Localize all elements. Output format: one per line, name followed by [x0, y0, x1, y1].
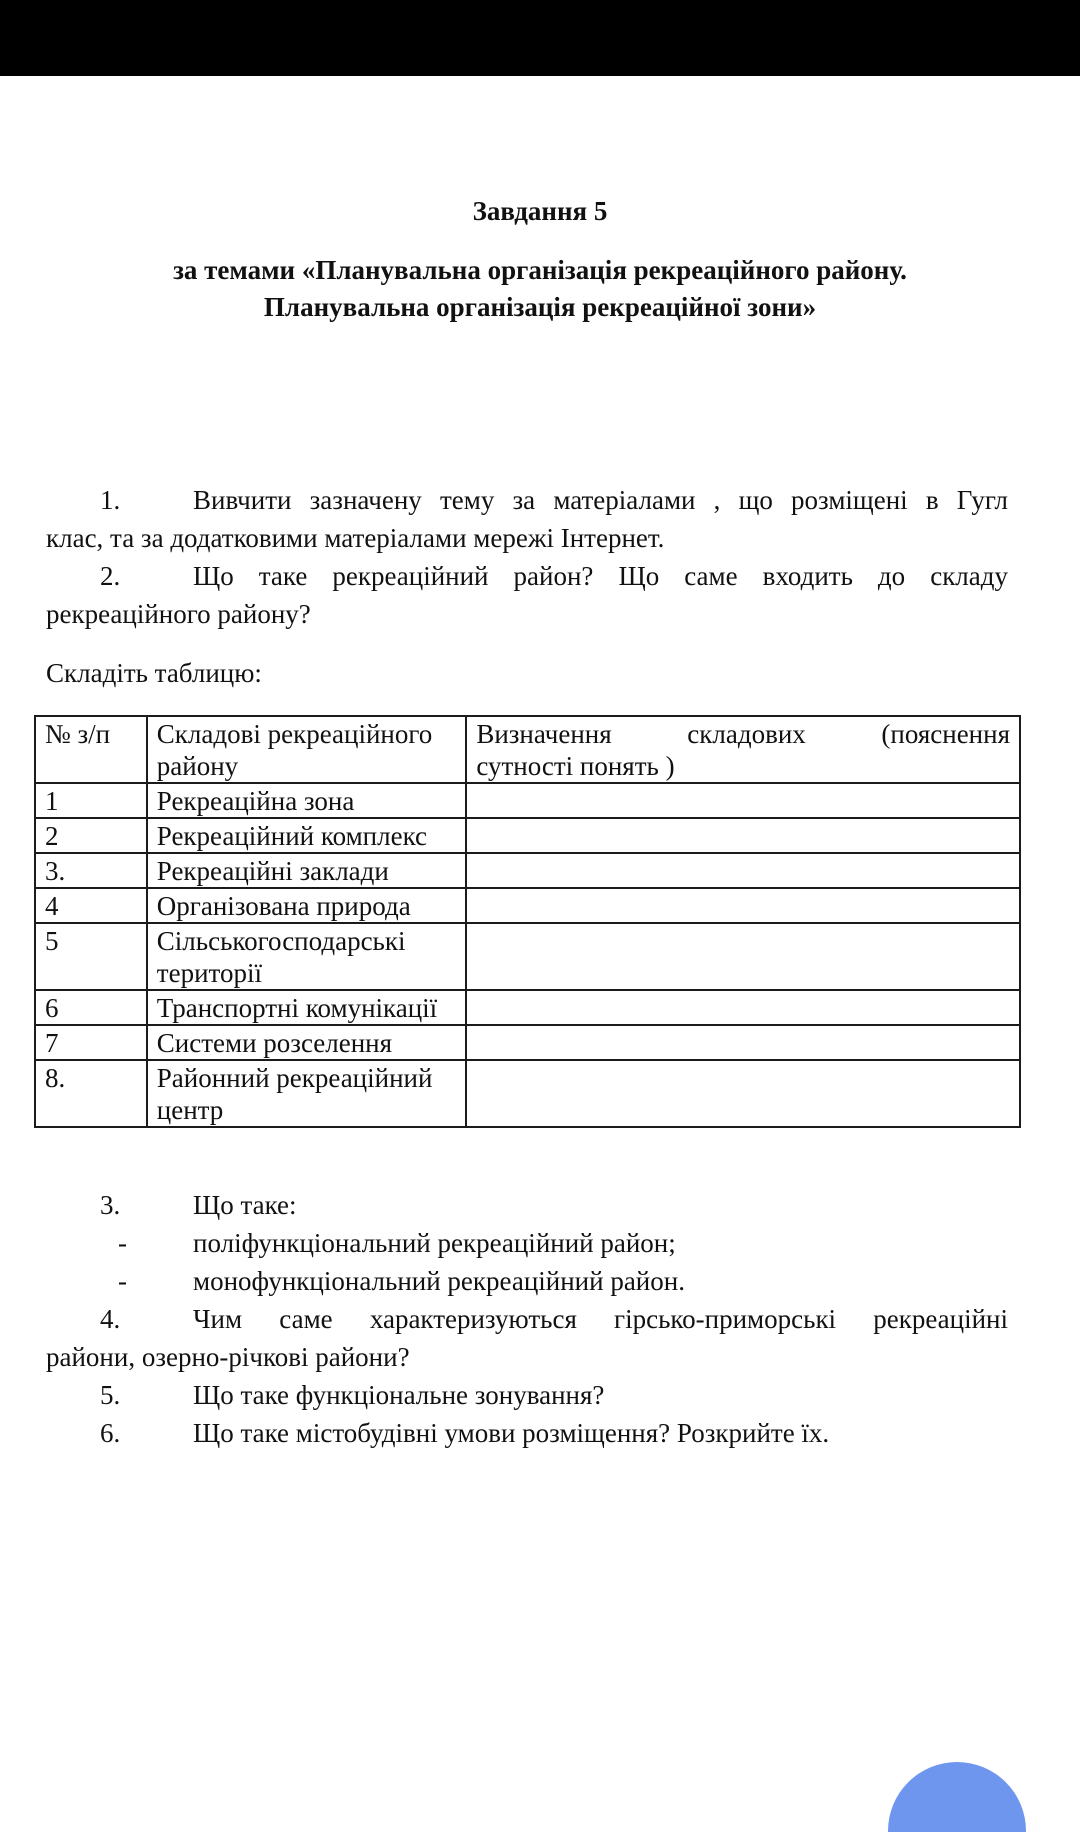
subtitle-line-1: за темами «Планувальна організація рекреаційного району.: [173, 255, 907, 285]
row-number: 4: [35, 888, 147, 923]
row-definition: [466, 990, 1020, 1025]
document-subtitle: [90, 252, 990, 326]
row-component: Рекреаційний комплекс: [147, 818, 467, 853]
task-3-text: Що таке:: [193, 1190, 297, 1220]
table-row: [35, 1025, 1020, 1060]
task-3-bullet-2: монофункціональний рекреаційний район.: [193, 1266, 685, 1296]
row-component: Рекреаційні заклади: [147, 853, 467, 888]
task-5-text: Що таке функціональне зонування?: [193, 1380, 605, 1410]
row-number: 3.: [35, 853, 147, 888]
row-number: 7: [35, 1025, 147, 1060]
task-1-text: Вивчити зазначену тему за матеріалами , що розміщені в Гугл: [193, 485, 1008, 515]
document-page: [0, 76, 1080, 1788]
row-number: 1: [35, 783, 147, 818]
header-definition-second: сутності понять ): [476, 751, 675, 781]
row-number: 5: [35, 923, 147, 990]
row-definition: [466, 783, 1020, 818]
row-definition: [466, 888, 1020, 923]
table-row: [35, 818, 1020, 853]
recreation-district-table: [34, 715, 1021, 1128]
row-number: 8.: [35, 1060, 147, 1127]
bullet-marker-2: -: [118, 1266, 127, 1296]
header-definition-first: Визначення складових (пояснення: [476, 719, 1010, 749]
task-4-number: 4.: [100, 1304, 121, 1334]
table-prompt: Складіть таблицю:: [46, 658, 262, 688]
row-number: 6: [35, 990, 147, 1025]
row-component: Районний рекреаційний центр: [147, 1060, 467, 1127]
row-definition: [466, 818, 1020, 853]
task-1-number: 1.: [100, 485, 121, 515]
task-4-continuation: райони, озерно-річкові райони?: [46, 1342, 410, 1372]
top-black-bar: [0, 0, 1080, 76]
task-2-number: 2.: [100, 561, 121, 591]
header-number: № з/п: [35, 716, 147, 783]
page-title: Завдання 5: [472, 196, 608, 226]
table-header-row: [35, 716, 1020, 783]
header-component: [147, 716, 467, 783]
bullet-marker-1: -: [118, 1228, 127, 1258]
row-definition: [466, 1060, 1020, 1127]
header-component-first: Складові рекреаційного: [156, 719, 433, 749]
table-row: [35, 923, 1020, 990]
task-1-continuation: клас, та за додатковими матеріалами мережі Інтернет.: [46, 523, 665, 553]
task-5-number: 5.: [100, 1380, 121, 1410]
table-row: [35, 888, 1020, 923]
header-definition: [466, 716, 1020, 783]
row-definition: [466, 853, 1020, 888]
row-component: Системи розселення: [147, 1025, 467, 1060]
row-component: Сільськогосподарські території: [147, 923, 467, 990]
task-6-text: Що таке містобудівні умови розміщення? Розкрийте їх.: [193, 1418, 830, 1448]
subtitle-line-2: Планувальна організація рекреаційної зони»: [263, 292, 817, 322]
task-6-number: 6.: [100, 1418, 121, 1448]
row-number: 2: [35, 818, 147, 853]
row-definition: [466, 1025, 1020, 1060]
table-row: [35, 783, 1020, 818]
task-3-bullet-1: поліфункціональний рекреаційний район;: [193, 1228, 676, 1258]
row-component: Транспортні комунікації: [147, 990, 467, 1025]
header-component-second: району: [156, 751, 239, 781]
task-3-number: 3.: [100, 1190, 121, 1220]
table-row: [35, 1060, 1020, 1127]
row-definition: [466, 923, 1020, 990]
task-2-text: Що таке рекреаційний район? Що саме входить до складу: [193, 561, 1008, 591]
table-row: [35, 853, 1020, 888]
task-4-text: Чим саме характеризуються гірсько-приморські рекреаційні: [193, 1304, 1008, 1334]
table-row: [35, 990, 1020, 1025]
row-component: Організована природа: [147, 888, 467, 923]
row-component: Рекреаційна зона: [147, 783, 467, 818]
task-2-continuation: рекреаційного району?: [46, 599, 311, 629]
